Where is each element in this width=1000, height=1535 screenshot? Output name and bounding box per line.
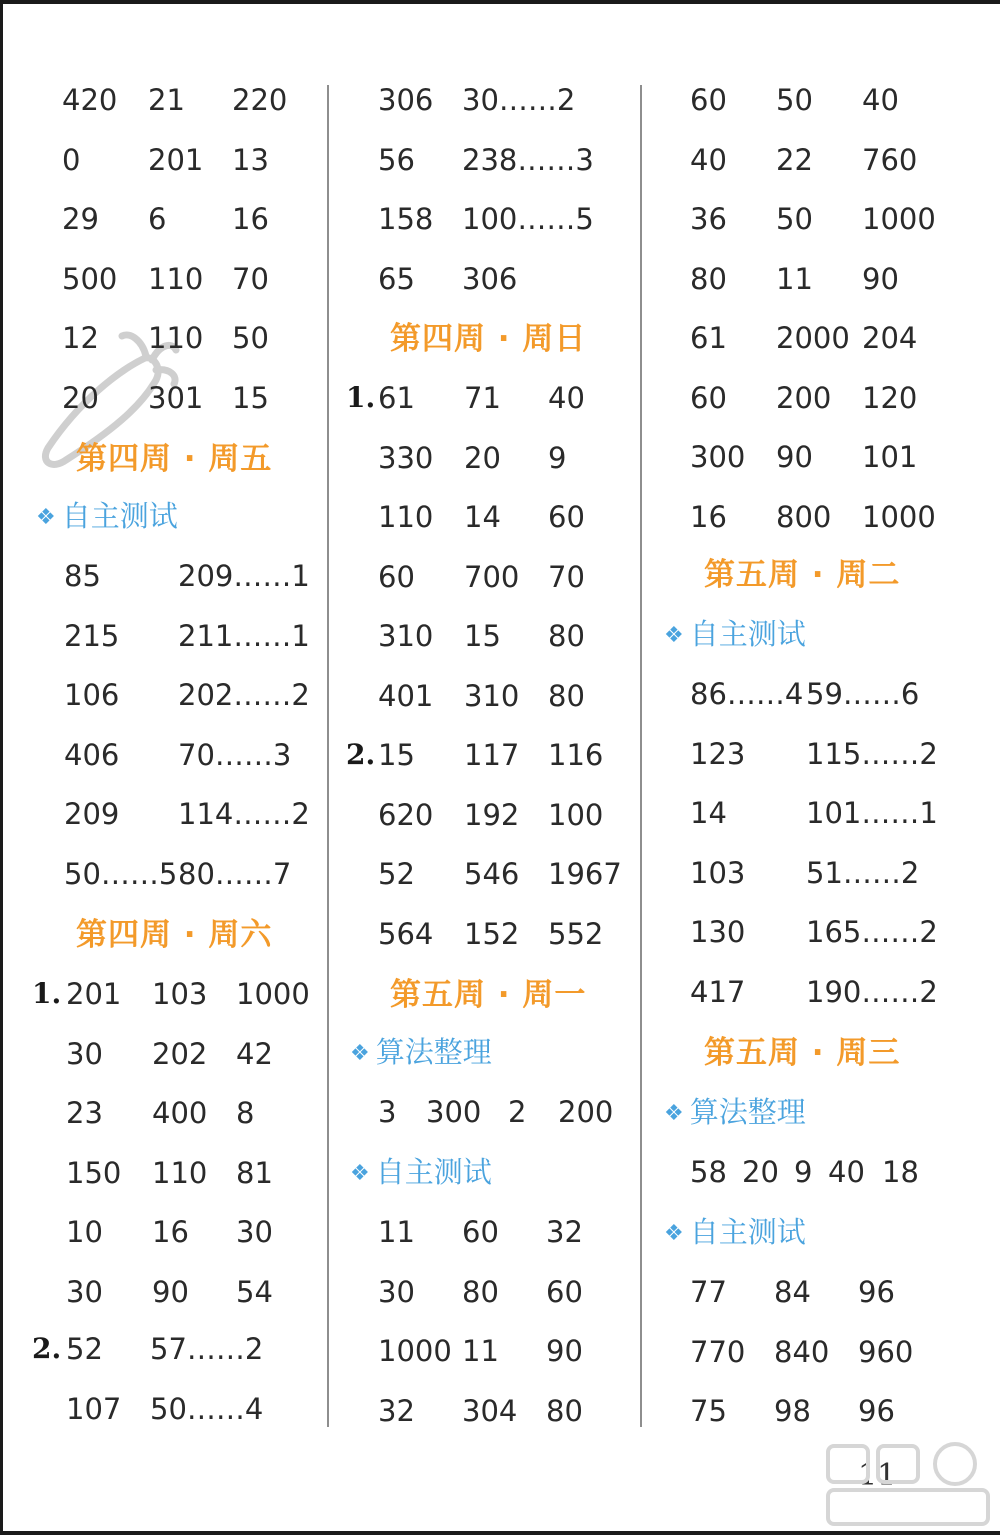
subsection-label: 算法整理	[375, 1035, 492, 1069]
answer-value: 15	[464, 619, 501, 653]
answer-value: 60	[690, 83, 727, 117]
section-heading: 第五周 · 周一	[390, 977, 587, 1013]
section-heading: 第五周 · 周二	[704, 557, 901, 593]
answer-value: 60	[546, 1274, 583, 1309]
answer-value: 57……2	[150, 1332, 264, 1366]
answer-value: 700	[464, 559, 520, 594]
answer-value: 61	[690, 321, 727, 355]
answer-value: 406	[64, 737, 120, 772]
answer-value: 12	[62, 321, 99, 355]
answer-value: 400	[152, 1096, 208, 1130]
answer-value: 300	[690, 440, 746, 474]
answer-value: 100……5	[462, 202, 594, 236]
section-heading: 第五周 · 周三	[704, 1035, 901, 1071]
answer-value: 1967	[548, 857, 622, 891]
answer-value: 6	[148, 202, 167, 236]
page-border-top	[0, 0, 1000, 4]
answer-value: 103	[690, 855, 746, 890]
answer-value: 52	[66, 1332, 103, 1366]
page-border-bottom	[0, 1531, 1000, 1535]
answer-value: 760	[862, 142, 918, 177]
answer-value: 0	[62, 142, 81, 177]
answer-value: 54	[236, 1274, 273, 1309]
answer-value: 61	[378, 381, 415, 415]
answer-value: 100	[548, 797, 604, 832]
answer-value: 1000	[862, 202, 936, 236]
answer-value: 101	[862, 440, 918, 474]
question-number: 1.	[346, 381, 376, 414]
answer-value: 77	[690, 1275, 727, 1309]
answer-value: 238……3	[462, 142, 594, 177]
answer-value: 16	[152, 1215, 189, 1249]
answer-value: 204	[862, 321, 918, 355]
subsection-heading	[664, 1094, 806, 1132]
answer-value: 220	[232, 83, 288, 117]
answer-value: 1000	[236, 977, 310, 1011]
answer-value: 117	[464, 738, 520, 772]
subsection-label: 自主测试	[375, 1155, 492, 1189]
answer-value: 770	[690, 1334, 746, 1369]
answer-value: 420	[62, 83, 118, 117]
answer-value: 40	[690, 142, 727, 177]
answer-value: 70	[548, 559, 585, 594]
watermark-logo-icon	[820, 1440, 995, 1530]
answer-value: 304	[462, 1393, 518, 1428]
answer-value: 110	[148, 261, 204, 296]
column-divider	[640, 85, 642, 1427]
answer-value: 202……2	[178, 678, 310, 712]
answer-value: 960	[858, 1334, 914, 1369]
subsection-heading	[350, 1154, 492, 1192]
answer-value: 110	[378, 500, 434, 534]
answer-value: 110	[148, 321, 204, 355]
answer-value: 165……2	[806, 915, 938, 949]
answer-value: 51……2	[806, 855, 920, 890]
subsection-label: 自主测试	[61, 499, 178, 533]
answer-value: 9	[548, 440, 567, 475]
answer-value: 40	[828, 1155, 865, 1189]
answer-value: 120	[862, 380, 918, 415]
answer-value: 96	[858, 1394, 895, 1428]
answer-value: 60	[462, 1215, 499, 1249]
answer-value: 14	[690, 796, 727, 830]
answer-value: 16	[232, 202, 269, 236]
answer-value: 107	[66, 1391, 122, 1426]
section-heading: 第四周 · 周五	[76, 441, 273, 477]
answer-value: 201	[148, 142, 204, 177]
answer-value: 201	[66, 977, 122, 1011]
answer-value: 130	[690, 915, 746, 949]
answer-value: 52	[378, 857, 415, 891]
answer-value: 42	[236, 1036, 273, 1071]
answer-value: 56	[378, 142, 415, 177]
question-number: 2.	[346, 738, 376, 771]
answer-value: 211……1	[178, 618, 310, 653]
answer-value: 209……1	[178, 559, 310, 593]
page-number: 11	[858, 1458, 897, 1493]
answer-value: 200	[776, 380, 832, 415]
answer-value: 40	[548, 381, 585, 415]
answer-value: 840	[774, 1334, 830, 1369]
answer-value: 552	[548, 916, 604, 951]
question-number: 2.	[32, 1332, 62, 1365]
section-heading: 第四周 · 周日	[390, 321, 587, 357]
answer-value: 14	[464, 500, 501, 534]
answer-value: 1000	[378, 1334, 452, 1368]
answer-value: 90	[776, 440, 813, 474]
question-number: 1.	[32, 977, 62, 1010]
answer-value: 306	[378, 83, 434, 117]
answer-value: 215	[64, 618, 120, 653]
answer-value: 8	[236, 1096, 255, 1130]
answer-value: 80	[690, 261, 727, 296]
answer-value: 152	[464, 916, 520, 951]
answer-value: 70	[232, 261, 269, 296]
answer-value: 103	[152, 977, 208, 1011]
answer-value: 32	[546, 1215, 583, 1249]
answer-value: 10	[66, 1215, 103, 1249]
answer-value: 30	[236, 1215, 273, 1249]
answer-value: 60	[690, 380, 727, 415]
answer-value: 22	[776, 142, 813, 177]
answer-value: 330	[378, 440, 434, 475]
answer-value: 150	[66, 1155, 122, 1190]
answer-value: 306	[462, 261, 518, 296]
answer-value: 310	[378, 619, 434, 653]
answer-value: 81	[236, 1155, 273, 1190]
answer-value: 30……2	[462, 83, 576, 117]
section-heading: 第四周 · 周六	[76, 917, 273, 953]
answer-value: 16	[690, 499, 727, 534]
answer-value: 190……2	[806, 974, 938, 1009]
answer-value: 106	[64, 678, 120, 712]
answer-value: 75	[690, 1394, 727, 1428]
answer-value: 800	[776, 499, 832, 534]
answer-value: 11	[462, 1334, 499, 1368]
answer-value: 21	[148, 83, 185, 117]
answer-value: 80	[546, 1393, 583, 1428]
answer-value: 11	[378, 1215, 415, 1249]
subsection-label: 自主测试	[689, 1215, 806, 1249]
answer-value: 123	[690, 736, 746, 771]
answer-value: 20	[62, 380, 99, 415]
answer-value: 60	[378, 559, 415, 594]
answer-value: 2000	[776, 321, 850, 355]
column-divider	[327, 85, 329, 1427]
answer-value: 58	[690, 1155, 727, 1189]
answer-value: 23	[66, 1096, 103, 1130]
answer-value: 417	[690, 974, 746, 1009]
answer-value: 80	[462, 1274, 499, 1309]
answer-value: 20	[464, 440, 501, 475]
answer-value: 546	[464, 857, 520, 891]
answer-value: 29	[62, 202, 99, 236]
answer-value: 116	[548, 738, 604, 772]
answer-value: 301	[148, 380, 204, 415]
answer-value: 60	[548, 500, 585, 534]
answer-value: 110	[152, 1155, 208, 1190]
answer-value: 620	[378, 797, 434, 832]
answer-value: 50	[776, 83, 813, 117]
answer-value: 96	[858, 1275, 895, 1309]
diamond-cluster-icon: ❖	[664, 1101, 684, 1126]
answer-value: 32	[378, 1393, 415, 1428]
answer-value: 86……4	[690, 677, 804, 711]
answer-value: 15	[232, 380, 269, 415]
answer-value: 80	[548, 619, 585, 653]
answer-value: 84	[774, 1275, 811, 1309]
answer-value: 115……2	[806, 736, 938, 771]
answer-value: 85	[64, 559, 101, 593]
subsection-heading	[350, 1034, 492, 1072]
answer-value: 500	[62, 261, 118, 296]
answer-value: 50……5	[64, 856, 178, 891]
answer-value: 13	[232, 142, 269, 177]
answer-value: 18	[882, 1155, 919, 1189]
answer-value: 80	[548, 678, 585, 713]
answer-value: 90	[546, 1334, 583, 1368]
diamond-cluster-icon: ❖	[664, 623, 684, 648]
answer-value: 9	[794, 1155, 813, 1189]
answer-value: 20	[742, 1155, 779, 1189]
answer-value: 15	[378, 738, 415, 772]
answer-value: 80……7	[178, 856, 292, 891]
diamond-cluster-icon: ❖	[350, 1041, 370, 1066]
answer-value: 11	[776, 261, 813, 296]
diamond-cluster-icon: ❖	[36, 505, 56, 530]
answer-value: 3	[378, 1095, 397, 1129]
answer-value: 310	[464, 678, 520, 713]
answer-value: 564	[378, 916, 434, 951]
answer-value: 40	[862, 83, 899, 117]
answer-value: 192	[464, 797, 520, 832]
subsection-label: 自主测试	[689, 617, 806, 651]
answer-value: 200	[558, 1095, 614, 1129]
answer-value: 50	[776, 202, 813, 236]
diamond-cluster-icon: ❖	[350, 1161, 370, 1186]
answer-value: 50	[232, 321, 269, 355]
answer-value: 65	[378, 261, 415, 296]
answer-value: 36	[690, 202, 727, 236]
answer-value: 70……3	[178, 737, 292, 772]
answer-value: 401	[378, 678, 434, 713]
answer-value: 50……4	[150, 1391, 264, 1426]
answer-value: 158	[378, 202, 434, 236]
answer-value: 30	[66, 1036, 103, 1071]
answer-value: 98	[774, 1394, 811, 1428]
subsection-heading	[36, 498, 178, 536]
answer-value: 90	[152, 1274, 189, 1309]
answer-value: 209	[64, 797, 120, 831]
answer-value: 101……1	[806, 796, 938, 830]
subsection-label: 算法整理	[689, 1095, 806, 1129]
answer-value: 30	[66, 1274, 103, 1309]
answer-value: 71	[464, 381, 501, 415]
answer-value: 2	[508, 1095, 527, 1129]
answer-value: 1000	[862, 499, 936, 534]
answer-value: 59……6	[806, 677, 920, 711]
answer-value: 202	[152, 1036, 208, 1071]
answer-value: 30	[378, 1274, 415, 1309]
subsection-heading	[664, 1214, 806, 1252]
page-border-left	[0, 0, 3, 1535]
diamond-cluster-icon: ❖	[664, 1221, 684, 1246]
answer-value: 300	[426, 1095, 482, 1129]
subsection-heading	[664, 616, 806, 654]
answer-value: 90	[862, 261, 899, 296]
answer-value: 114……2	[178, 797, 310, 831]
